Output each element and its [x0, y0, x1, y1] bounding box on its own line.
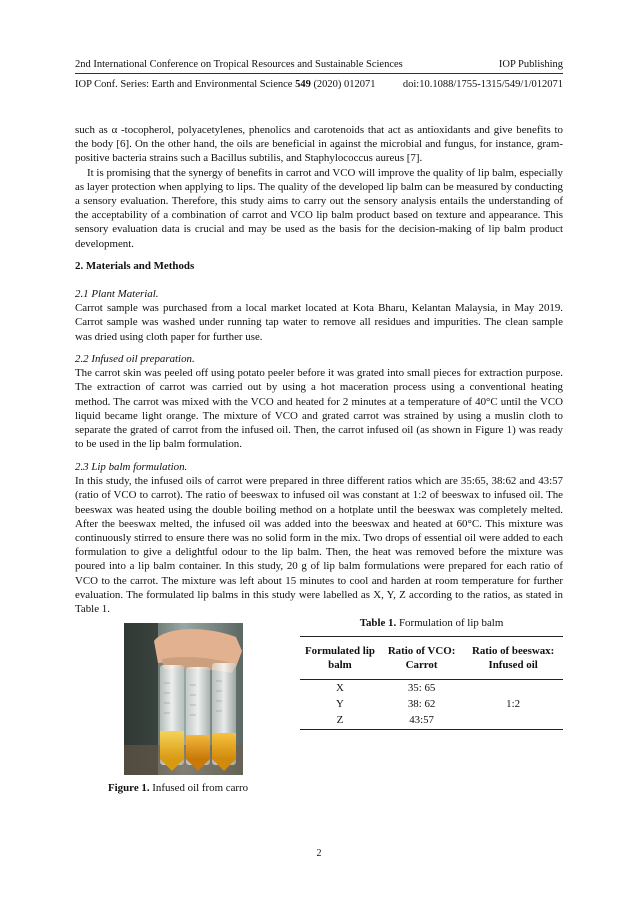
- running-header: [75, 59, 563, 70]
- table-header-row: [300, 637, 563, 680]
- paragraph: such as α -tocopherol, polyacetylenes, phenolics and carotenoids that act as antioxidants and give benefits to the body [6]. On the other hand, the oils are beneficial in against the microbial and fungus, for instance, gram-positive bacteria strains such a Bacillus subtilis, and Staphylococcus aureus [7].: [75, 124, 563, 165]
- subsection-infused-oil: [75, 352, 563, 451]
- column-header: Ratio of beeswax: Infused oil: [471, 645, 555, 671]
- table-row: [300, 680, 563, 697]
- table-label: Table 1.: [359, 617, 397, 629]
- formulation-table: [300, 636, 563, 730]
- doi-text: doi:10.1088/1755-1315/549/1/012071: [402, 79, 563, 90]
- figure-caption: [108, 782, 248, 794]
- table-cell: 35: 65: [407, 682, 436, 694]
- figure-photo: [124, 623, 243, 775]
- table-cell: Z: [336, 714, 344, 727]
- subsection-plant-material: [75, 287, 563, 344]
- subsection-lip-balm: [75, 460, 563, 616]
- column-header: Ratio of VCO: Carrot: [387, 645, 456, 671]
- section-heading: 2. Materials and Methods: [75, 260, 195, 272]
- table-cell: Y: [336, 698, 344, 711]
- header-rule: [75, 73, 563, 74]
- table-caption-text: Formulation of lip balm: [396, 617, 504, 629]
- paragraph: Carrot sample was purchased from a local market located at Kota Bharu, Kelantan Malaysia, in May 2019. Carrot sample was washed under running tap water to remove all residues and impurities. The clean sample was dried using cloth paper for further use.: [75, 302, 563, 343]
- subsection-title: 2.1 Plant Material.: [75, 288, 159, 300]
- paragraph: It is promising that the synergy of benefits in carrot and VCO will improve the quality of lip balm, especially as layer protection when applying to lips. The quality of the developed lip balm can be measured by conducting a sensory evaluation. Therefore, this study aims to carry out the sensory analysis entails the understanding of the acceptability of a combination of carrot and VCO lip balm product based on texture and appearance. This sensory evaluation data is crucial and may be used as the basis for the decision-making of lip balm product development.: [75, 166, 563, 250]
- table-cell-shared-ratio: 1:2: [506, 698, 521, 711]
- infused-oil-tubes-image: [124, 623, 243, 775]
- series-citation: IOP Conf. Series: Earth and Environmental Science 549 (2020) 012071: [75, 79, 376, 90]
- column-header: Formulated lip balm: [305, 645, 375, 671]
- figure-caption-text: Infused oil from carro: [149, 782, 249, 794]
- table-cell: X: [336, 682, 344, 694]
- table-cell: 43:57: [409, 714, 434, 727]
- paragraph: The carrot skin was peeled off using potato peeler before it was grated into small pieces for extraction purpose. The extraction of carrot was carried out by using a hot maceration process using a conventional heating method. The carrot was mixed with the VCO and heated for 2 minutes at a temperature of 40°C until the VCO liquid became light orange. The mixture of VCO and grated carrot was strained by using a muslin cloth to separate the grated of carrot from the infused oil. Then, the carrot infused oil (as shown in Figure 1) was ready to be used in the lip balm formulation.: [75, 367, 563, 451]
- publisher-name: IOP Publishing: [498, 59, 563, 70]
- conference-name: 2nd International Conference on Tropical Resources and Sustainable Sciences: [75, 59, 403, 70]
- paragraph: In this study, the infused oils of carrot were prepared in three different ratios which are 35:65, 38:62 and 43:57 (ratio of VCO to carrot). The ratio of beeswax to infused oil was constant at 1:2 of beeswax to infused oil. The beeswax was heated using the double boiling method on a hotplate until the beeswax was completely melted. After the beeswax melted, the infused oil was added into the beeswax and heated at 60°C. This mixture was continuously stirred to ensure there was no solid form in the mix. Two drops of essential oil were added to each formulation to give a delightful odour to the lip balm. Then, the heat was removed before the mixture was poured into a lip balm container. In this study, 20 g of lip balm formulations were prepared for each ratio of VCO to the carrot. The mixture was left about 15 minutes to cool and harden at room temperature for further evaluation. The formulated lip balms in this study were labelled as X, Y, Z according to the ratios, as stated in Table 1.: [75, 475, 563, 616]
- figure-label: Figure 1.: [108, 782, 150, 794]
- table-cell: 38: 62: [407, 698, 436, 711]
- subsection-title: 2.2 Infused oil preparation.: [75, 353, 195, 365]
- intro-continuation: [75, 123, 563, 251]
- page-number: 2: [316, 848, 322, 859]
- citation-header: [75, 79, 563, 90]
- volume-number: 549: [295, 79, 311, 90]
- subsection-title: 2.3 Lip balm formulation.: [75, 461, 188, 473]
- table-caption: [300, 617, 563, 629]
